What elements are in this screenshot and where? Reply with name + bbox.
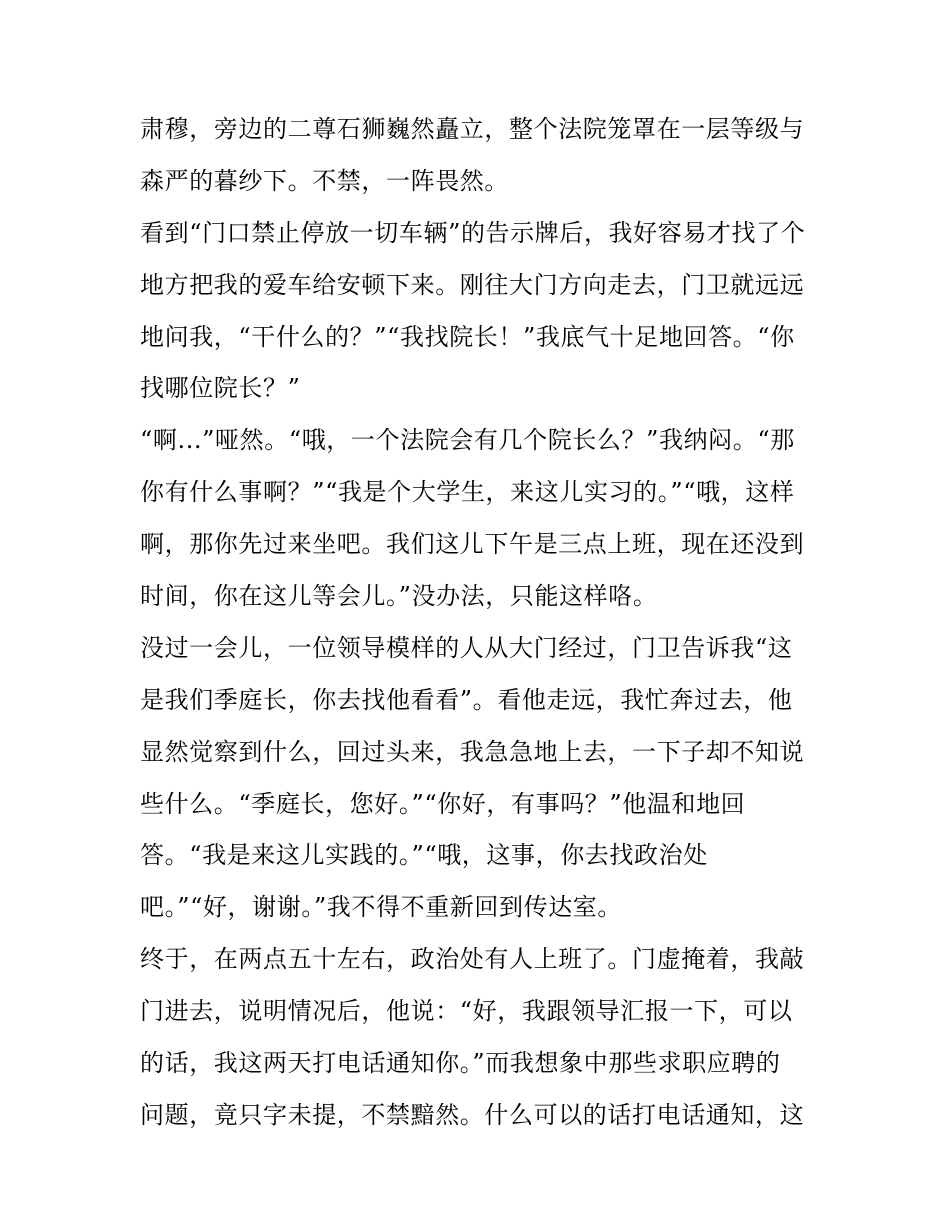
text-line-3: 看到“门口禁止停放一切车辆”的告示牌后，我好容易才找了个	[140, 218, 806, 247]
text-line-13: 显然觉察到什么，回过头来，我急急地上去，一下子却不知说	[140, 737, 805, 766]
text-line-17: 终于，在两点五十左右，政治处有人上班了。门虚掩着，我敲	[140, 945, 805, 974]
text-line-20: 问题，竟只字未提，不禁黯然。什么可以的话打电话通知，这	[140, 1100, 805, 1129]
text-line-7: “啊...”哑然。“哦，一个法院会有几个院长么？”我纳闷。“那	[140, 426, 795, 455]
text-line-10: 时间，你在这儿等会儿。”没办法，只能这样咯。	[140, 582, 658, 611]
text-line-19: 的话，我这两天打电话通知你。”而我想象中那些求职应聘的	[140, 1049, 781, 1078]
text-line-2: 森严的暮纱下。不禁，一阵畏然。	[140, 166, 509, 195]
text-line-6: 找哪位院长？”	[140, 374, 301, 403]
text-line-11: 没过一会儿，一位领导模样的人从大门经过，门卫告诉我“这	[140, 633, 793, 662]
text-line-12: 是我们季庭长，你去找他看看”。看他走远，我忙奔过去，他	[140, 685, 793, 714]
document-body	[140, 104, 820, 1142]
text-line-1: 肃穆，旁边的二尊石狮巍然矗立，整个法院笼罩在一层等级与	[140, 115, 805, 143]
text-line-8: 你有什么事啊？”“我是个大学生，来这儿实习的。”“哦，这样	[140, 478, 795, 507]
text-line-14: 些什么。“季庭长，您好。”“你好，有事吗？”他温和地回	[140, 789, 746, 818]
text-line-16: 吧。”“好，谢谢。”我不得不重新回到传达室。	[140, 893, 623, 922]
text-line-18: 门进去，说明情况后，他说：“好，我跟领导汇报一下，可以	[140, 997, 793, 1026]
text-line-4: 地方把我的爱车给安顿下来。刚往大门方向走去，门卫就远远	[140, 270, 805, 299]
text-line-15: 答。“我是来这儿实践的。”“哦，这事，你去找政治处	[140, 841, 708, 870]
text-line-5: 地问我，“干什么的？”“我找院长！”我底气十足地回答。“你	[140, 322, 795, 351]
text-line-9: 啊，那你先过来坐吧。我们这儿下午是三点上班，现在还没到	[140, 530, 805, 559]
